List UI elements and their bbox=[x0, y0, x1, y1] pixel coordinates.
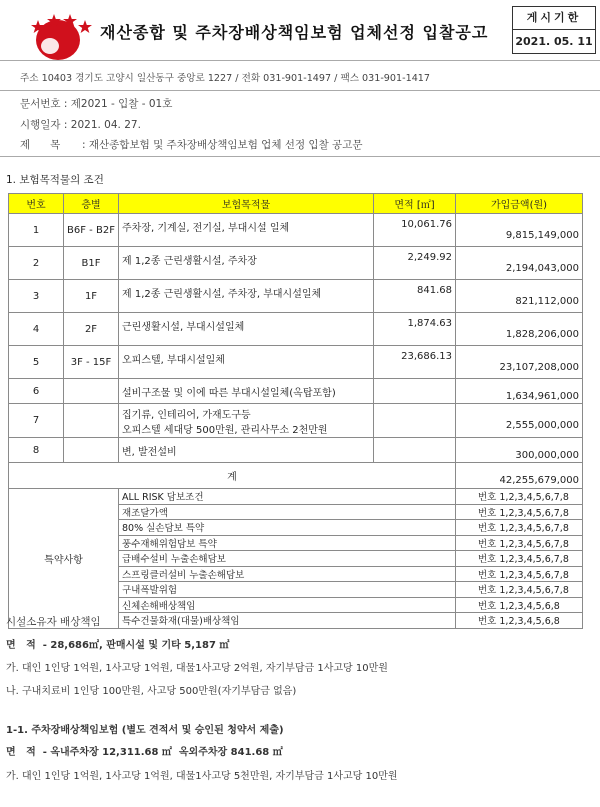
special-term-ref: 번호 1,2,3,4,5,6,8 bbox=[456, 597, 583, 613]
row-area bbox=[374, 438, 456, 463]
table-row bbox=[9, 247, 583, 280]
section-1-title: 1. 보험목적물의 조건 bbox=[6, 174, 104, 186]
item-name: 변, 발전설비 bbox=[122, 447, 177, 458]
facility-liability-title: 시설소유자 배상책임 bbox=[6, 616, 101, 628]
table-row bbox=[9, 313, 583, 346]
row-no: 6 bbox=[9, 379, 64, 404]
item-name-2: 오피스텔 세대당 500만원, 관리사무소 2천만원 bbox=[122, 424, 328, 436]
row-area: 23,686.13 bbox=[374, 346, 456, 379]
row-amount: 1,634,961,000 bbox=[505, 390, 579, 402]
special-term-name: 급배수설비 누출손해담보 bbox=[119, 551, 456, 567]
row-amount: 1,828,206,000 bbox=[505, 328, 579, 340]
special-term-ref: 번호 1,2,3,4,5,6,7,8 bbox=[456, 582, 583, 598]
row-amount: 821,112,000 bbox=[515, 295, 579, 307]
subject-label: 제 목 bbox=[20, 139, 61, 151]
page-title: 재산종합 및 주차장배상책임보험 업체선정 입찰공고 bbox=[100, 23, 489, 42]
item-name: 집기류, 인테리어, 가재도구등 bbox=[122, 409, 251, 421]
special-term-row bbox=[9, 489, 583, 505]
col-header: 번호 bbox=[9, 194, 64, 214]
row-area bbox=[374, 404, 456, 438]
table-header-row bbox=[9, 194, 583, 214]
special-term-ref: 번호 1,2,3,4,5,6,7,8 bbox=[456, 535, 583, 551]
insured-items-table bbox=[8, 193, 583, 629]
col-header: 보험목적물 bbox=[119, 194, 374, 214]
special-terms-label: 특약사항 bbox=[9, 489, 119, 629]
divider bbox=[0, 60, 600, 61]
special-term-ref: 번호 1,2,3,4,5,6,7,8 bbox=[456, 520, 583, 536]
item-name: 근린생활시설, 부대시설일체 bbox=[122, 322, 245, 333]
table-row bbox=[9, 438, 583, 463]
row-amount: 23,107,208,000 bbox=[499, 361, 579, 373]
col-header: 가입금액(원) bbox=[456, 194, 583, 214]
row-area: 10,061.76 bbox=[374, 214, 456, 247]
subject: : 재산종합보험 및 주차장배상책임보험 업체 선정 입찰 공고문 bbox=[82, 139, 363, 151]
item-name: 제 1,2종 근린생활시설, 주차장 bbox=[122, 256, 257, 267]
address-line: 주소 10403 경기도 고양시 일산동구 중앙로 1227 / 전화 031-901-1497 / 팩스 031-901-1417 bbox=[20, 73, 431, 84]
row-floor: 1F bbox=[64, 280, 119, 313]
facility-item-ga: 가. 대인 1인당 1억원, 1사고당 1억원, 대물1사고당 2억원, 자기부담금 1사고당 10만원 bbox=[6, 663, 388, 674]
row-area bbox=[374, 379, 456, 404]
parking-liability-title: 1-1. 주차장배상책임보험 (별도 견적서 및 승인된 청약서 제출) bbox=[6, 725, 284, 736]
row-area: 1,874.63 bbox=[374, 313, 456, 346]
table-row bbox=[9, 379, 583, 404]
special-term-name: 특수건물화재(대물)배상책임 bbox=[119, 613, 456, 629]
special-term-ref: 번호 1,2,3,4,5,6,7,8 bbox=[456, 566, 583, 582]
parking-area: 면 적 - 옥내주차장 12,311.68 ㎡ 옥외주차장 841.68 ㎡ bbox=[6, 747, 283, 758]
row-amount: 300,000,000 bbox=[515, 449, 579, 461]
col-header: 층별 bbox=[64, 194, 119, 214]
item-name: 오피스텔, 부대시설일체 bbox=[122, 355, 225, 366]
special-term-ref: 번호 1,2,3,4,5,6,7,8 bbox=[456, 551, 583, 567]
parking-item-ga: 가. 대인 1인당 1억원, 1사고당 1억원, 대물1사고당 5천만원, 자기부담금 1사고당 10만원 bbox=[6, 771, 398, 782]
posting-deadline-box bbox=[512, 6, 596, 54]
row-area: 841.68 bbox=[374, 280, 456, 313]
divider bbox=[0, 156, 600, 157]
logo-icon bbox=[30, 10, 92, 62]
special-term-name: 신체손해배상책임 bbox=[119, 597, 456, 613]
special-term-name: ALL RISK 담보조건 bbox=[119, 489, 456, 505]
table-row bbox=[9, 280, 583, 313]
item-name: 설비구조물 및 이에 따른 부대시설일체(옥탑포함) bbox=[122, 388, 336, 399]
row-no: 7 bbox=[9, 404, 64, 438]
row-no: 3 bbox=[9, 280, 64, 313]
doc-date: 시행일자 : 2021. 04. 27. bbox=[20, 119, 141, 131]
row-no: 4 bbox=[9, 313, 64, 346]
total-row bbox=[9, 463, 583, 489]
total-label: 계 bbox=[9, 463, 456, 489]
total-amount: 42,255,679,000 bbox=[499, 475, 579, 486]
row-floor bbox=[64, 404, 119, 438]
row-floor bbox=[64, 379, 119, 404]
special-term-name: 재조달가액 bbox=[119, 504, 456, 520]
table-row bbox=[9, 404, 583, 438]
special-term-ref: 번호 1,2,3,4,5,6,7,8 bbox=[456, 504, 583, 520]
row-amount: 2,194,043,000 bbox=[505, 262, 579, 274]
doc-number: 문서번호 : 제2021 - 입찰 - 01호 bbox=[20, 98, 173, 110]
row-amount: 9,815,149,000 bbox=[505, 229, 579, 241]
special-term-ref: 번호 1,2,3,4,5,6,7,8 bbox=[456, 489, 583, 505]
special-term-name: 스프링클러설비 누출손해담보 bbox=[119, 566, 456, 582]
special-term-ref: 번호 1,2,3,4,5,6,8 bbox=[456, 613, 583, 629]
facility-area: 면 적 - 28,686㎡, 판매시설 및 기타 5,187 ㎡ bbox=[6, 640, 230, 651]
row-no: 5 bbox=[9, 346, 64, 379]
row-floor: 2F bbox=[64, 313, 119, 346]
posting-date: 2021. 05. 11 bbox=[515, 35, 593, 48]
row-area: 2,249.92 bbox=[374, 247, 456, 280]
item-name: 주차장, 기계실, 전기실, 부대시설 일체 bbox=[122, 223, 290, 234]
row-no: 1 bbox=[9, 214, 64, 247]
row-amount: 2,555,000,000 bbox=[505, 420, 579, 431]
posting-label: 게시기한 bbox=[513, 7, 595, 30]
special-term-name: 구내폭발위험 bbox=[119, 582, 456, 598]
row-floor bbox=[64, 438, 119, 463]
row-no: 8 bbox=[9, 438, 64, 463]
row-floor: B1F bbox=[64, 247, 119, 280]
row-no: 2 bbox=[9, 247, 64, 280]
row-floor: B6F - B2F bbox=[64, 214, 119, 247]
facility-item-na: 나. 구내치료비 1인당 100만원, 사고당 500만원(자기부담금 없음) bbox=[6, 686, 297, 697]
table-row bbox=[9, 214, 583, 247]
special-term-name: 80% 실손담보 특약 bbox=[119, 520, 456, 536]
special-term-name: 풍수재해위험담보 특약 bbox=[119, 535, 456, 551]
col-header: 면적 [㎡] bbox=[374, 194, 456, 214]
table-row bbox=[9, 346, 583, 379]
divider bbox=[0, 90, 600, 91]
item-name: 제 1,2종 근린생활시설, 주차장, 부대시설일체 bbox=[122, 289, 322, 300]
row-floor: 3F - 15F bbox=[64, 346, 119, 379]
